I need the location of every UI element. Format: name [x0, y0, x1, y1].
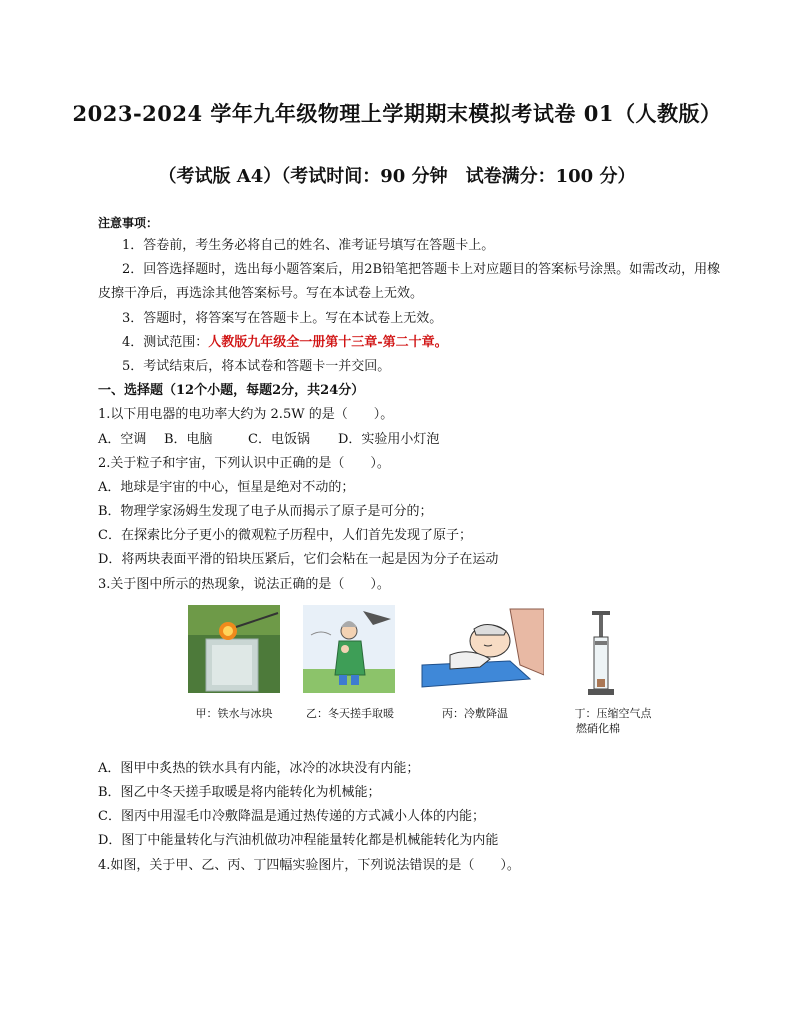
q3-option-b: B．图乙中冬天搓手取暖是将内能转化为机械能； — [98, 785, 381, 800]
section-1-heading — [98, 379, 720, 403]
q3-option-c: C．图丙中用湿毛巾冷敷降温是通过热传递的方式减小人体的内能； — [98, 809, 485, 825]
q3-figures — [98, 605, 720, 755]
compress-air-cylinder-image — [586, 605, 616, 701]
caption-yi: 乙：冬天搓手取暖 — [306, 706, 394, 720]
q2-option-c: C．在探索比分子更小的微观粒子历程中，人们首先发现了原子； — [98, 528, 472, 544]
figure-yi — [303, 605, 395, 693]
q1-stem: 1.以下用电器的电功率大约为 2.5W 的是（ ）。 — [98, 407, 394, 423]
section-1-detail: （12个小题，每题2分，共24分） — [163, 383, 365, 399]
q1-options — [98, 428, 720, 452]
section-1-title: 一、选择题 — [98, 383, 164, 399]
q3-option-a: A．图甲中炙热的铁水具有内能，冰冷的冰块没有内能； — [98, 760, 420, 776]
iron-and-ice-image — [188, 605, 280, 693]
figure-bing — [420, 605, 544, 693]
notice-item-4 — [98, 331, 720, 355]
rubbing-hands-image — [303, 605, 395, 693]
notice-item-2b: 皮擦干净后，再选涂其他答案标号。写在本试卷上无效。 — [98, 286, 424, 302]
caption-jia: 甲：铁水与冰块 — [195, 706, 273, 720]
notice-item-1: 1．答卷前，考生务必将自己的姓名、准考证号填写在答题卡上。 — [122, 238, 495, 253]
q2-stem: 2.关于粒子和宇宙，下列认识中正确的是（ ）。 — [98, 455, 390, 471]
notice-item-3: 3．答题时，将答案写在答题卡上。写在本试卷上无效。 — [122, 310, 443, 326]
q2-option-a: A．地球是宇宙的中心，恒星是绝对不动的； — [98, 479, 355, 495]
cold-compress-image — [420, 605, 544, 693]
notice-item-2a: 2．回答选择题时，选出每小题答案后，用2B铅笔把答题卡上对应题目的答案标号涂黑。如需改动，用橡 — [122, 262, 721, 278]
notice-heading: 注意事项： — [98, 216, 159, 230]
q3-option-d: D．图丁中能量转化与汽油机做功冲程能量转化都是机械能转化为内能 — [98, 833, 499, 849]
q1-option-b: B．电脑 — [164, 431, 213, 447]
notice-item-4-prefix: 4．测试范围： — [122, 334, 209, 350]
q4-stem: 4.如图，关于甲、乙、丙、丁四幅实验图片，下列说法错误的是（ ）。 — [98, 857, 520, 873]
caption-bing: 丙：冷敷降温 — [442, 706, 508, 720]
exam-content — [98, 212, 720, 878]
caption-ding-line1: 丁：压缩空气点 — [574, 706, 652, 720]
caption-ding-line2: 燃硝化棉 — [576, 721, 620, 735]
q1-option-a: A．空调 — [98, 431, 147, 447]
exam-title: 2023-2024 学年九年级物理上学期期末模拟考试卷 01（人教版） — [72, 101, 722, 126]
figure-ding — [586, 605, 616, 701]
exam-subtitle: （考试版 A4）（考试时间：90 分钟 试卷满分：100 分） — [158, 166, 636, 187]
figure-jia — [188, 605, 280, 693]
q3-stem: 3.关于图中所示的热现象，说法正确的是（ ）。 — [98, 576, 390, 592]
q2-option-b: B．物理学家汤姆生发现了电子从而揭示了原子是可分的； — [98, 504, 433, 520]
q1-option-d: D．实验用小灯泡 — [338, 431, 440, 447]
q1-option-c: C．电饭锅 — [248, 431, 310, 447]
q2-option-d: D．将两块表面平滑的铅块压紧后，它们会粘在一起是因为分子在运动 — [98, 552, 499, 568]
notice-item-5: 5．考试结束后，将本试卷和答题卡一并交回。 — [122, 358, 391, 374]
test-range: 人教版九年级全一册第十三章-第二十章。 — [208, 334, 448, 350]
